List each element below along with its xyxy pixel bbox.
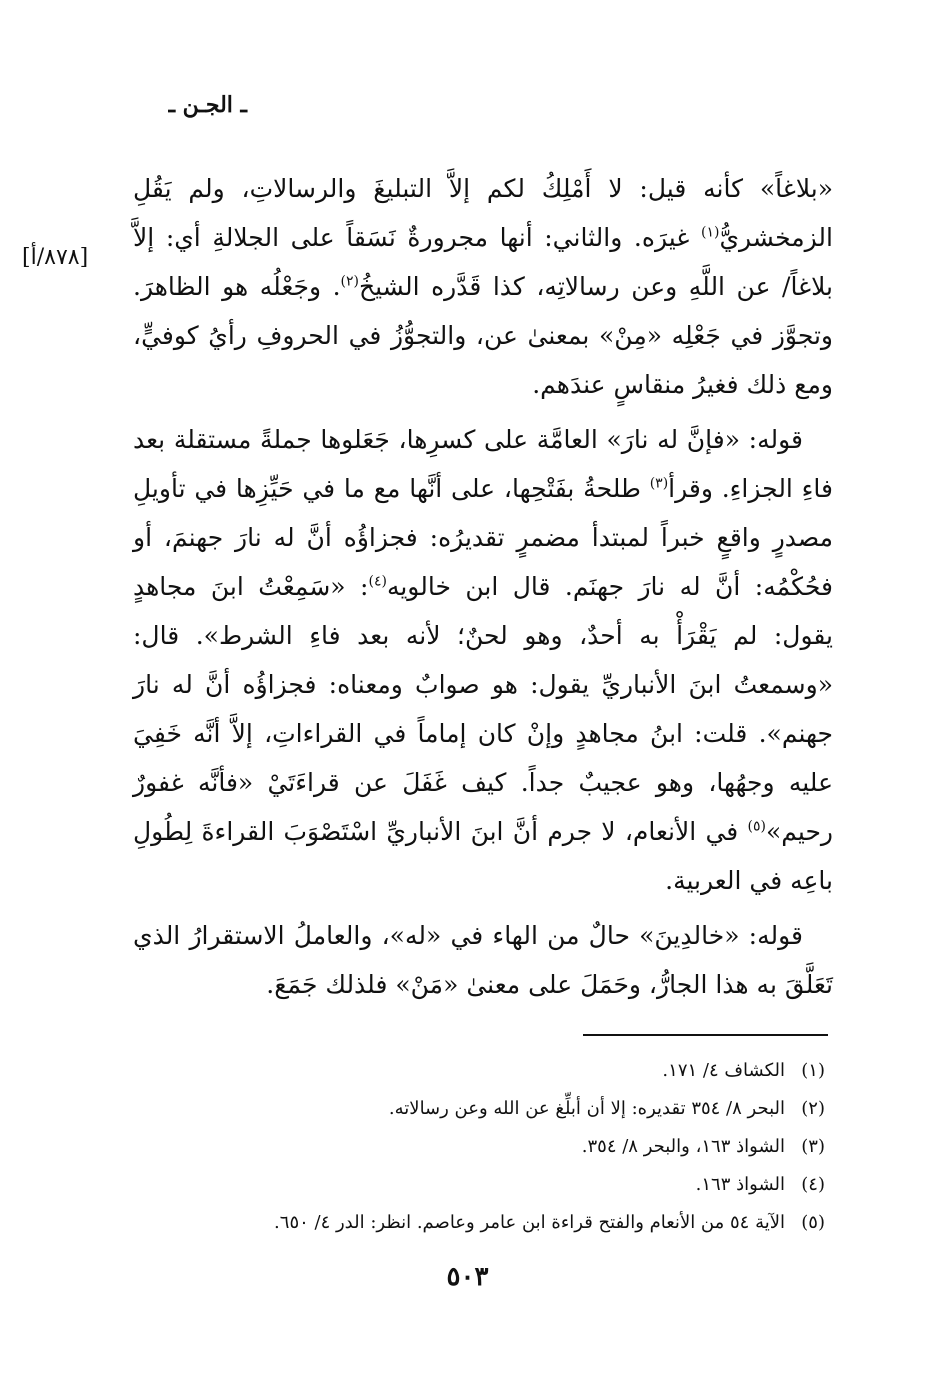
page-number: ٥٠٣ [446,1262,489,1292]
footnote-ref-4[interactable]: (٤) [368,573,387,590]
paragraph-2-segment-3: : «سَمِعْتُ ابنَ مجاهدٍ يقول: لم يَقْرَأْ به أحدٌ، وهو لحنٌ؛ لأنه بعد فاءِ الشرط». قال: «وسمعتُ ابنَ الأنباريِّ يقول: هو صوابٌ ومعناه: فجزاؤُه أنَّ له نارَ جهنم». قلت: ابنُ مجاهدٍ وإنْ كان إماماً في القراءاتِ، إلاَّ أنَّه خَفِيَ عليه وجهُها، وهو عجيبٌ جداً. كيف غَفَلَ عن قراءَتَيْ «فأنَّه غفورٌ رحيم» [133,572,833,846]
footnote-number: (٣) [801,1136,825,1157]
footnote-5 [125,1204,825,1242]
main-text [133,158,833,1009]
paragraph-1-line-3: غيرَه. والثاني: أنها مجرورةٌ نَسَقاً على الجلالةِ أي: إلاَّ بلاغاً/ عن اللَّهِ وعن رسالاتِه، كذا قَدَّره الشيخُ [133,223,834,301]
footnote-text: الشواذ ١٦٣، والبحر ٨/ ٣٥٤. [581,1136,785,1157]
footnote-2 [125,1090,825,1128]
footnotes [125,1052,825,1242]
footnote-3 [125,1128,825,1166]
footnote-ref-2[interactable]: (٢) [340,273,359,290]
footnote-text: الآية ٥٤ من الأنعام والفتح قراءة ابن عامر وعاصم. انظر: الدر ٤/ ٦٥٠. [274,1212,785,1233]
footnote-ref-3[interactable]: (٣) [649,475,669,492]
footnote-number: (١) [801,1060,825,1081]
running-header: ـ الجـن ـ [168,92,247,118]
footnote-text: الشواذ ١٦٣. [695,1174,785,1195]
paragraph-2 [133,415,833,905]
paragraph-1-line-2: الزمخشريُّ [719,223,833,252]
paragraph-2-segment-4: في الأنعام، لا جرم أنَّ ابنَ الأنباريِّ اسْتَصْوَبَ القراءةَ لِطُولِ باعِه في العربية. [133,817,833,895]
footnote-number: (٤) [801,1174,825,1195]
paragraph-1-line-1: «بلاغاً» كأنه قيل: لا أَمْلِكُ لكم إلاَّ التبليغَ والرسالاتِ، ولم يَقُلِ [133,174,833,203]
footnote-4 [125,1166,825,1204]
footnote-text: البحر ٨/ ٣٥٤ تقديره: إلا أن أبلِّغ عن الله وعن رسالاته. [388,1098,785,1119]
footnote-text: الكشاف ٤/ ١٧١. [662,1060,785,1081]
footnote-ref-5[interactable]: (٥) [747,818,766,835]
manuscript-folio-reference: [٨٧٨/أ] [22,245,89,270]
paragraph-1 [133,164,833,409]
footnote-separator [583,1034,828,1036]
paragraph-1-line-4: . وجَعْلُه هو الظاهرَ. وتجوَّز في جَعْلِه «مِنْ» بمعنىٰ عن، والتجوُّزُ في الحروفِ رأيُ كوفيٍّ، ومع ذلك فغيرُ منقاسٍ عندَهم. [133,272,833,399]
footnote-number: (٥) [801,1212,825,1233]
footnote-ref-1[interactable]: (١) [700,224,720,241]
footnote-number: (٢) [801,1098,825,1119]
paragraph-2-segment-2: طلحةُ بفَتْحِها، على أنَّها مع ما في حَيِّزِها في تأويلِ مصدرٍ واقعٍ خبراً لمبتدأ مضمرٍ تقديرُه: فجزاؤُه أنَّ له نارَ جهنمَ، أو فحُكْمُه: أنَّ له نارَ جهنَم. قال ابن خالويه [133,474,833,601]
paragraph-3: قوله: «خالدِينَ» حالٌ من الهاء في «له»، والعاملُ الاستقرارُ الذي تَعَلَّقَ به هذا الجارُّ، وحَمَلَ على معنىٰ «مَنْ» فلذلك جَمَعَ. [133,921,833,999]
footnote-1 [125,1052,825,1090]
paragraph-2-segment-1: قوله: «فإنَّ له نارَ» العامَّة على كسرِها، جَعَلوها جملةً مستقلة بعد فاءِ الجزاءِ. وقرأ [133,425,834,503]
